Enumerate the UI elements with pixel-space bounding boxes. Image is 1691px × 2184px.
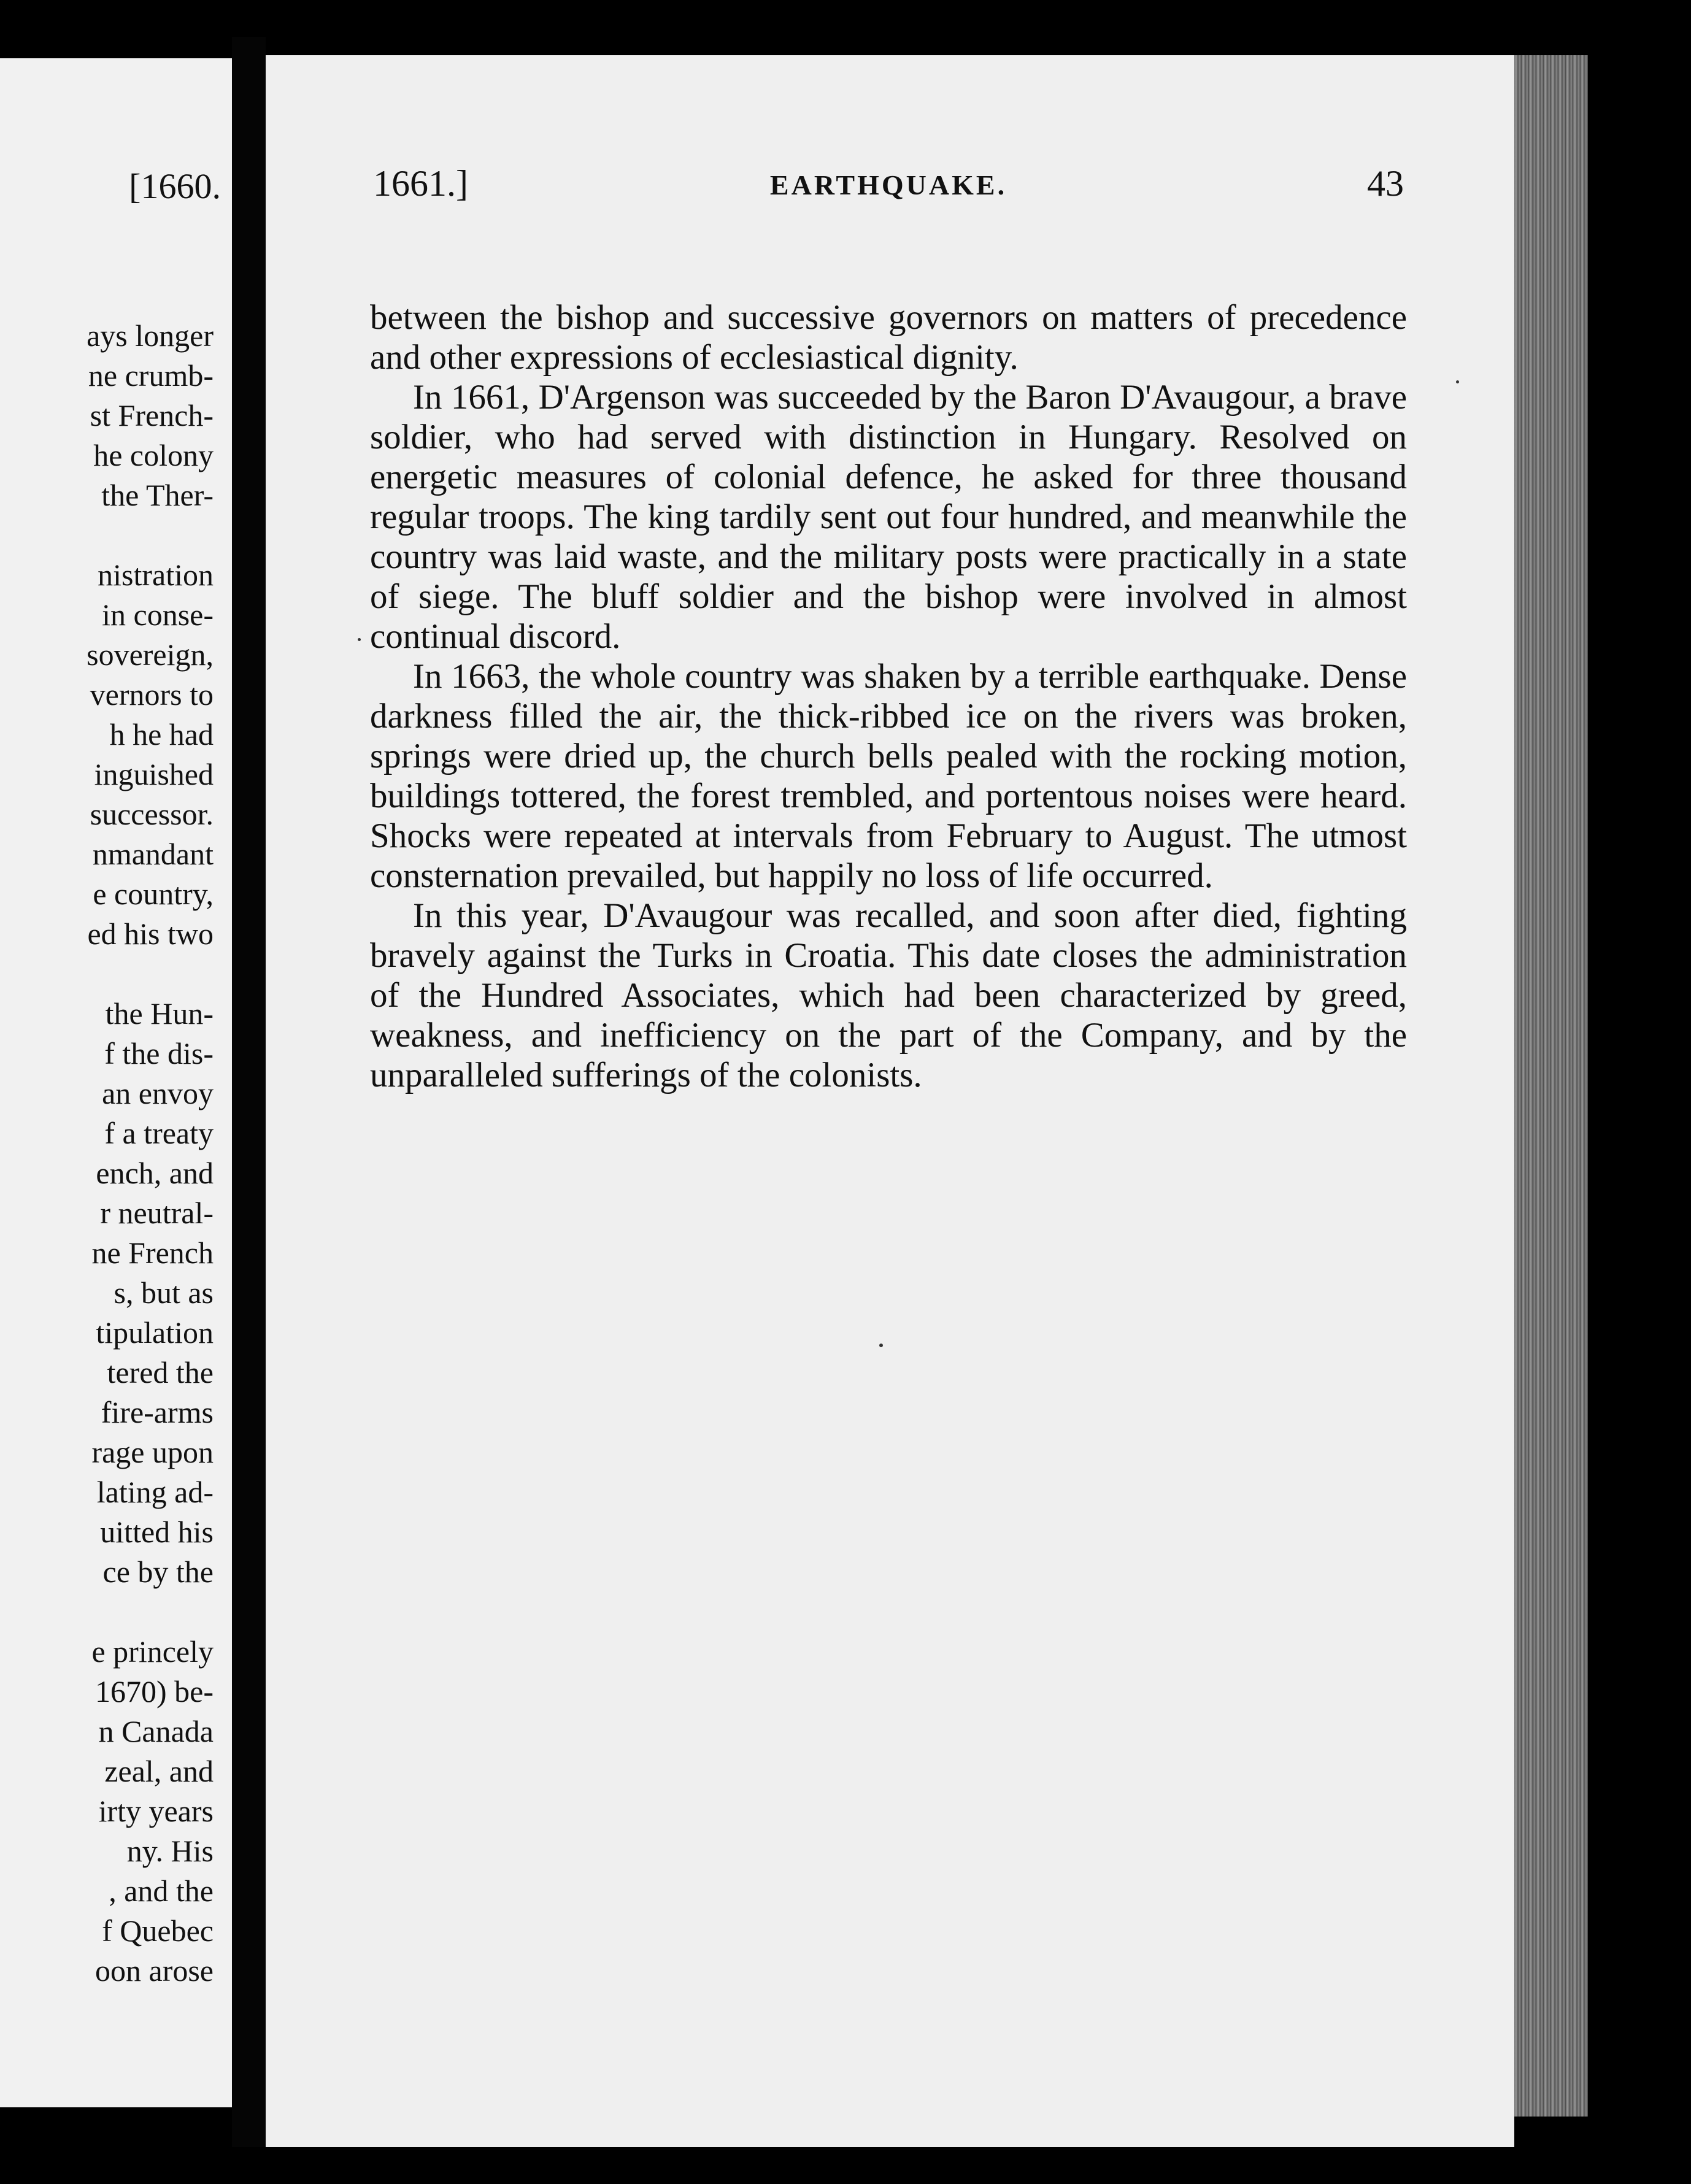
left-line: zeal, and — [104, 1754, 214, 1788]
header-title: EARTHQUAKE. — [769, 169, 1007, 201]
header-year: 1661.] — [373, 163, 468, 204]
left-line: tipulation — [96, 1315, 214, 1350]
paragraph: In 1661, D'Argenson was succeeded by the Baron D'Avaugour, a brave soldier, who had served with distinction in Hungary. Resolved on energetic measures of colonial defence, he asked for three thousand regular troops. The king tardily sent out four hundred, and meanwhile the country was laid waste, and the military posts were practically in a state of siege. The bluff soldier and the bishop were involved in almost continual discord. — [370, 378, 1407, 656]
left-line: he colony — [93, 438, 214, 472]
left-line: oon arose — [95, 1953, 214, 1988]
ink-speck — [358, 638, 361, 641]
left-line: e princely — [91, 1634, 214, 1669]
left-line: nistration — [98, 558, 214, 592]
left-line: r neutral- — [100, 1196, 214, 1230]
left-line: 1670) be- — [95, 1674, 214, 1709]
paragraph: between the bishop and successive governors on matters of precedence and other expressions of ecclesiastical dignity. — [370, 298, 1407, 377]
left-line: f Quebec — [102, 1913, 214, 1948]
left-line: lating ad- — [96, 1475, 214, 1509]
left-page-header: [1660. — [129, 166, 221, 206]
left-line: successor. — [90, 797, 214, 831]
left-line: tered the — [107, 1355, 214, 1390]
left-line: ne crumb- — [88, 358, 214, 393]
left-page — [0, 58, 232, 2107]
left-line: ays longer — [87, 318, 214, 353]
left-line: h he had — [109, 717, 214, 752]
body-text — [370, 298, 1407, 1095]
page-number: 43 — [1367, 163, 1404, 204]
left-line: in conse- — [102, 598, 214, 632]
left-page-text — [87, 316, 214, 1991]
left-line: sovereign, — [87, 637, 214, 672]
left-line: , and the — [109, 1874, 214, 1908]
paragraph: In 1663, the whole country was shaken by a terrible earthquake. Dense darkness filled the air, the thick-ribbed ice on the rivers was broken, springs were dried up, the church bells pealed with the rocking motion, buildings tottered, the forest trembled, and portentous noises were heard. Shocks were repeated at intervals from February to August. The utmost consternation prevailed, but happily no loss of life occurred. — [370, 657, 1407, 895]
ink-speck — [1456, 380, 1459, 383]
left-line: ny. His — [126, 1834, 214, 1868]
left-line: ce by the — [102, 1555, 214, 1589]
left-line: n Canada — [98, 1714, 214, 1748]
right-page — [266, 55, 1514, 2147]
left-line: ne French — [91, 1236, 214, 1270]
running-header — [373, 163, 1404, 212]
book-gutter — [232, 37, 266, 2147]
left-line: the Ther- — [101, 478, 214, 512]
paragraph: In this year, D'Avaugour was recalled, and soon after died, fighting bravely against the Turks in Croatia. This date closes the administration of the Hundred Associates, which had been characterized by greed, weakness, and inefficiency on the part of the Company, and by the unparalleled sufferings of the colonists. — [370, 896, 1407, 1094]
left-line: an envoy — [102, 1076, 214, 1110]
left-line: rage upon — [91, 1435, 214, 1469]
left-line: irty years — [98, 1794, 214, 1828]
left-line: vernors to — [90, 677, 214, 712]
page-block-edge — [1514, 55, 1588, 2117]
left-line: e country, — [93, 877, 214, 911]
left-line: ed his two — [87, 917, 214, 951]
left-line: the Hun- — [105, 996, 214, 1031]
left-line: f the dis- — [104, 1036, 214, 1071]
left-line: s, but as — [114, 1275, 214, 1310]
left-line-gap — [87, 515, 214, 555]
left-line: inguished — [94, 757, 214, 791]
left-line: f a treaty — [104, 1116, 214, 1150]
left-line-gap — [87, 1592, 214, 1632]
left-line: nmandant — [92, 837, 214, 871]
left-line: ench, and — [96, 1156, 214, 1190]
left-line: st French- — [90, 398, 214, 433]
left-line: uitted his — [100, 1515, 214, 1549]
ink-speck — [879, 1344, 883, 1347]
left-line-gap — [87, 954, 214, 994]
left-line: fire-arms — [101, 1395, 214, 1429]
